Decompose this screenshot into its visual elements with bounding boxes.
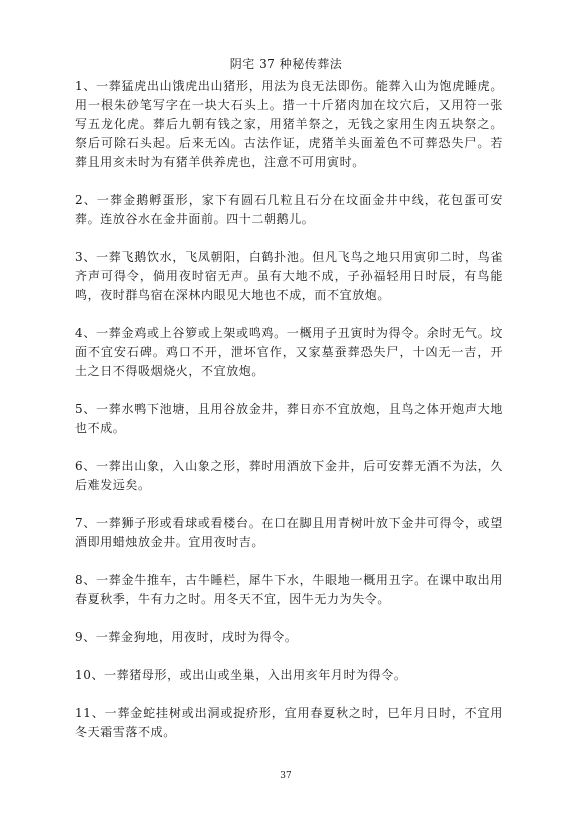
page-number: 37: [280, 771, 292, 781]
paragraph-6: 6、一葬出山象，入山象之形，葬时用酒放下金井，后可安葬无酒不为法，久后难发远矣。: [75, 459, 503, 492]
paragraph-4: 4、一葬金鸡或上谷箩或上架或鸣鸡。一概用子丑寅时为得令。余时无气。坟面不宜安石碑。鸡口不开，泄坏官作，又家墓蚕葬恐失尸，十凶无一吉，开土之日不得吸烟烧火，不宜放炮。: [75, 326, 503, 378]
document-body: [75, 77, 503, 742]
paragraph-2: 2、一葬金鹅孵蛋形，家下有圆石几粒且石分在坟面金井中线，花包蛋可安葬。连放谷水在金井面前。四十二朝鹅儿。: [75, 193, 503, 226]
paragraph-5: 5、一葬水鸭下池塘，且用谷放金井，葬日亦不宜放炮，且鸟之体开炮声大地也不成。: [75, 402, 503, 435]
paragraph-8: 8、一葬金牛推车，古牛睡栏，犀牛下水，牛眼地一概用丑字。在课中取出用春夏秋季，牛有力之时。用冬天不宜，因牛无力为失令。: [75, 573, 503, 606]
page-title: 阴宅 37 种秘传葬法: [229, 57, 343, 71]
paragraph-9: 9、一葬金狗地，用夜时，戌时为得令。: [75, 630, 298, 644]
paragraph-3: 3、一葬飞鹅饮水，飞凤朝阳，白鹤扑池。但凡飞鸟之地只用寅卯二时，鸟雀齐声可得令，倘用夜时宿无声。虽有大地不成，子孙福轻用日时辰，有鸟能鸣，夜时群鸟宿在深林内眼见大地也不成，而不宜放炮。: [75, 250, 503, 302]
paragraph-7: 7、一葬狮子形或看球或看楼台。在口在脚且用青树叶放下金井可得令，或望酒即用蜡烛放金井。宜用夜时吉。: [75, 516, 503, 549]
paragraph-10: 10、一葬猪母形，或出山或坐巢，入出用亥年月时为得令。: [75, 668, 407, 682]
paragraph-1: 1、一葬猛虎出山饿虎出山猪形，用法为良无法即伤。能葬入山为饱虎睡虎。用一根朱砂笔写字在一块大石头上。措一十斤猪肉加在坟穴后，又用符一张写五龙化虎。葬后九朝有钱之家，用猪羊祭之，无钱之家用生肉五块祭之。祭后可除石头起。后来无凶。古法作证，虎猪羊头面羞色不可葬恐失尸。若葬且用亥未时为有猪羊供养虎也，注意不可用寅时。: [75, 79, 503, 169]
paragraph-11: 11、一葬金蛇挂树或出洞或捉疥形，宜用春夏秋之时，巳年月日时，不宜用冬天霜雪落不成。: [75, 706, 503, 739]
